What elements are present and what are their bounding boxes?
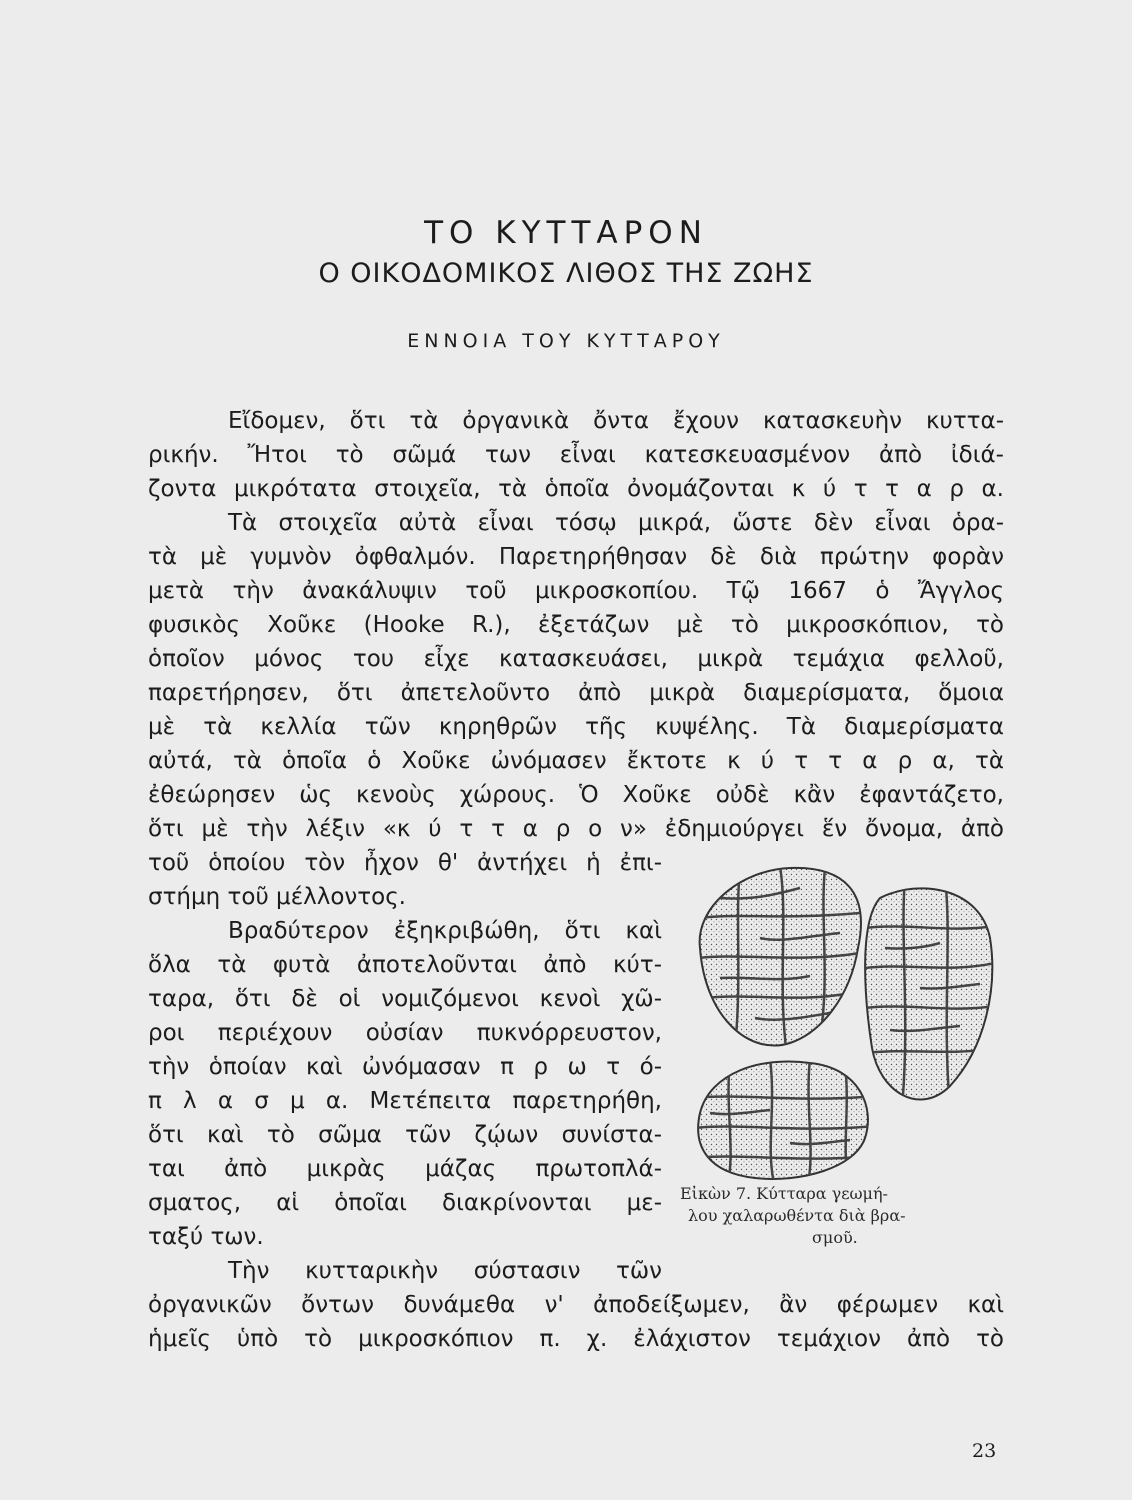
text-line: ταξύ των. xyxy=(148,1224,264,1250)
cell-illustration xyxy=(680,858,1000,1188)
figure-caption xyxy=(680,1183,1000,1249)
text-line: παρετήρησεν, ὅτι ἀπετελοῦντο ἀπὸ μικρὰ διαμερίσματα, ὅμοια xyxy=(148,680,1004,706)
text-line: μὲ τὰ κελλία τῶν κηρηθρῶν τῆς κυψέλης. Τὰ διαμερίσματα xyxy=(148,714,1004,740)
text-line: μετὰ τὴν ἀνακάλυψιν τοῦ μικροσκοπίου. Τῷ 1667 ὁ Ἄγγλος xyxy=(148,578,1004,604)
text-line: ται ἀπὸ μικρὰς μάζας πρωτοπλά- xyxy=(148,1156,662,1182)
section-heading: ΕΝΝΟΙΑ ΤΟΥ ΚΥΤΤΑΡΟΥ xyxy=(407,330,725,352)
text-line: Τὰ στοιχεῖα αὐτὰ εἶναι τόσῳ μικρά, ὥστε δὲν εἶναι ὁρα- xyxy=(228,510,1004,536)
text-line: τὴν ὁποίαν καὶ ὠνόμασαν π ρ ω τ ό- xyxy=(148,1054,662,1080)
text-line: ζοντα μικρότατα στοιχεῖα, τὰ ὁποῖα ὀνομάζονται κ ύ τ τ α ρ α. xyxy=(148,476,1004,502)
text-line: ταρα, ὅτι δὲ οἱ νομιζόμενοι κενοὶ χῶ- xyxy=(148,986,662,1012)
caption-line: σμοῦ. xyxy=(812,1228,858,1247)
caption-line: λου χαλαρωθέντα διὰ βρα- xyxy=(688,1206,906,1225)
text-line: φυσικὸς Χοῦκε (Hooke R.), ἐξετάζων μὲ τὸ μικροσκόπιον, τὸ xyxy=(148,612,1004,638)
cell-cluster-1 xyxy=(698,866,861,1048)
caption-line: Εἰκὼν 7. Κύτταρα γεωμή- xyxy=(680,1184,888,1203)
chapter-title: ΤΟ ΚΥΤΤΑΡΟΝ xyxy=(424,215,708,251)
text-line: τοῦ ὁποίου τὸν ἦχον θ' ἀντήχει ἡ ἐπι- xyxy=(148,850,662,876)
text-line: ὁποῖον μόνος του εἶχε κατασκευάσει, μικρὰ τεμάχια φελλοῦ, xyxy=(148,646,1004,672)
text-line: Βραδύτερον ἐξηκριβώθη, ὅτι καὶ xyxy=(228,918,662,944)
text-line: αὐτά, τὰ ὁποῖα ὁ Χοῦκε ὠνόμασεν ἔκτοτε κ ύ τ τ α ρ α, τὰ xyxy=(148,748,1004,774)
text-line: Τὴν κυτταρικὴν σύστασιν τῶν xyxy=(228,1258,662,1284)
cell-cluster-3 xyxy=(695,1058,875,1183)
page-number: 23 xyxy=(972,1440,997,1462)
text-line: Εἴδομεν, ὅτι τὰ ὀργανικὰ ὄντα ἔχουν κατασκευὴν κυττα- xyxy=(228,408,1004,434)
cell-cluster-2 xyxy=(865,878,995,1108)
chapter-subtitle: Ο ΟΙΚΟΔΟΜΙΚΟΣ ΛΙΘΟΣ ΤΗΣ ΖΩΗΣ xyxy=(318,258,814,289)
text-line: π λ α σ μ α. Μετέπειτα παρετηρήθη, xyxy=(148,1088,662,1114)
text-line: ρικήν. Ἤτοι τὸ σῶμά των εἶναι κατεσκευασμένον ἀπὸ ἰδιά- xyxy=(148,442,1004,468)
text-line: στήμη τοῦ μέλλοντος. xyxy=(148,884,406,910)
text-line: ροι περιέχουν οὐσίαν πυκνόρρευστον, xyxy=(148,1020,662,1046)
text-line: ὀργανικῶν ὄντων δυνάμεθα ν' ἀποδείξωμεν, ἂν φέρωμεν καὶ xyxy=(148,1292,1004,1318)
text-line: ὅτι καὶ τὸ σῶμα τῶν ζῴων συνίστα- xyxy=(148,1122,662,1148)
text-line: ἡμεῖς ὑπὸ τὸ μικροσκόπιον π. χ. ἐλάχιστον τεμάχιον ἀπὸ τὸ xyxy=(148,1326,1004,1352)
text-line: ὅλα τὰ φυτὰ ἀποτελοῦνται ἀπὸ κύτ- xyxy=(148,952,662,978)
text-line: ἐθεώρησεν ὡς κενοὺς χώρους. Ὁ Χοῦκε οὐδὲ κἂν ἐφαντάζετο, xyxy=(148,782,1004,808)
text-line: σματος, αἱ ὁποῖαι διακρίνονται με- xyxy=(148,1190,662,1216)
text-line: τὰ μὲ γυμνὸν ὀφθαλμόν. Παρετηρήθησαν δὲ διὰ πρώτην φορὰν xyxy=(148,544,1004,570)
text-line: ὅτι μὲ τὴν λέξιν «κ ύ τ τ α ρ ο ν» ἐδημιούργει ἕν ὄνομα, ἀπὸ xyxy=(148,816,1004,842)
